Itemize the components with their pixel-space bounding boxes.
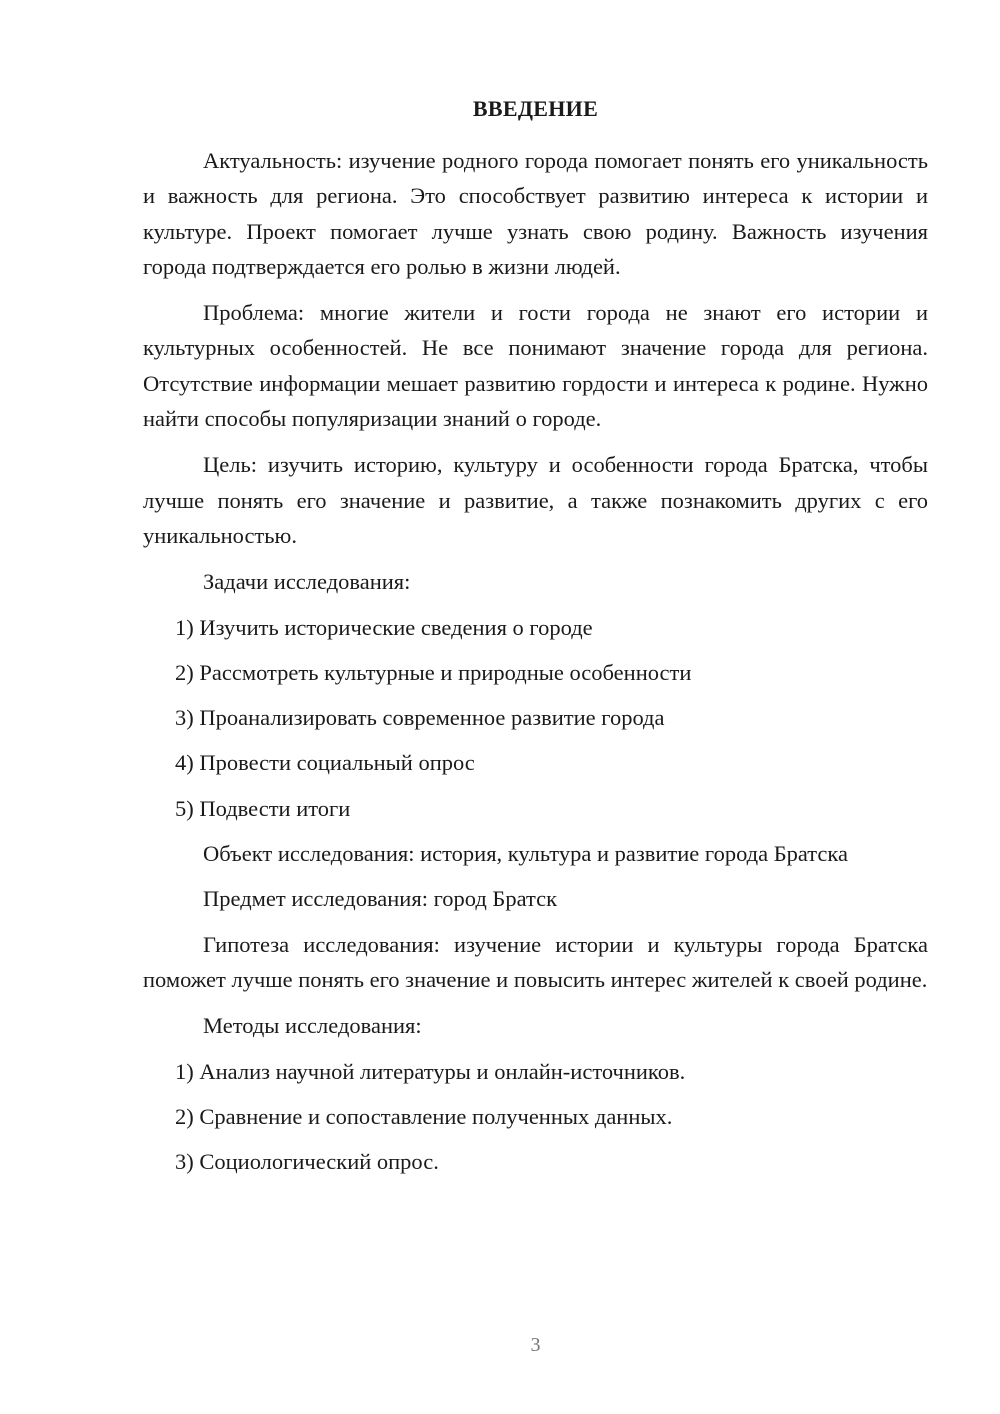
paragraph-relevance: Актуальность: изучение родного города помогает понять его уникальность и важность для региона. Это способствует развитию интереса к истории и культуре. Проект помогает лучше узнать свою родину. Важность изучения города подтверждается его ролью в жизни людей. bbox=[143, 148, 928, 279]
list-item: 2) Рассмотреть культурные и природные особенности bbox=[175, 659, 692, 685]
tasks-heading: Задачи исследования: bbox=[203, 569, 411, 595]
methods-heading: Методы исследования: bbox=[203, 1013, 422, 1039]
paragraph-hypothesis: Гипотеза исследования: изучение истории и культуры города Братска поможет лучше понять его значение и повысить интерес жителей к своей родине. bbox=[143, 931, 928, 992]
methods-list bbox=[143, 1054, 928, 1180]
list-item: 2) Сравнение и сопоставление полученных данных. bbox=[175, 1103, 673, 1129]
tasks-list bbox=[143, 610, 928, 826]
list-item: 5) Подвести итоги bbox=[175, 795, 351, 821]
list-item: 3) Социологический опрос. bbox=[175, 1149, 439, 1175]
paragraph-goal: Цель: изучить историю, культуру и особенности города Братска, чтобы лучше понять его значение и развитие, а также познакомить других с его уникальностью. bbox=[143, 452, 928, 548]
list-item: 1) Анализ научной литературы и онлайн-источников. bbox=[175, 1058, 686, 1084]
paragraph-problem: Проблема: многие жители и гости города не знают его истории и культурных особенностей. Не все понимают значение города для региона. Отсутствие информации мешает развитию гордости и интереса к родине. Нужно найти способы популяризации знаний о городе. bbox=[143, 300, 928, 432]
page-number: 3 bbox=[530, 1334, 541, 1356]
list-item: 3) Проанализировать современное развитие города bbox=[175, 705, 665, 731]
paragraph-subject: Предмет исследования: город Братск bbox=[203, 886, 558, 912]
page-title: ВВЕДЕНИЕ bbox=[472, 96, 599, 121]
document-body bbox=[143, 143, 928, 1189]
list-item: 1) Изучить исторические сведения о городе bbox=[175, 614, 593, 640]
document-page bbox=[143, 0, 928, 1414]
list-item: 4) Провести социальный опрос bbox=[175, 750, 475, 776]
paragraph-object: Объект исследования: история, культура и развитие города Братска bbox=[203, 841, 848, 867]
